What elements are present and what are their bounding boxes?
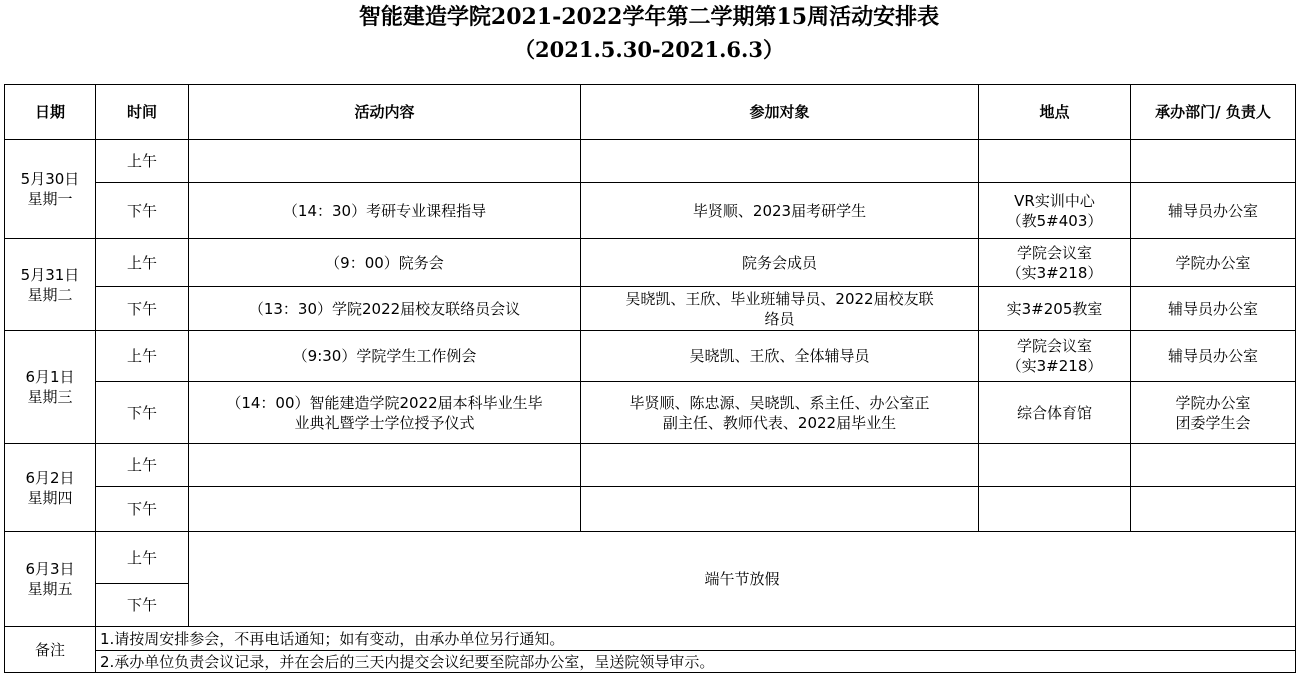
table-row [5, 287, 1296, 331]
content-cell: （13：30）学院2022届校友联络员会议 [189, 287, 581, 331]
table-row [5, 239, 1296, 287]
time-cell: 上午 [96, 444, 189, 487]
location-cell [979, 444, 1131, 487]
participants-cell: 院务会成员 [581, 239, 979, 287]
location-line: （实3#218） [1006, 357, 1103, 375]
date-text: 5月30日 [20, 170, 80, 188]
table-row [5, 487, 1296, 532]
organizer-line: 团委学生会 [1175, 413, 1251, 432]
table-row [5, 140, 1296, 183]
header-organizer: 承办部门/ 负责人 [1131, 85, 1296, 140]
time-cell: 上午 [96, 239, 189, 287]
content-cell: （9:30）学院学生工作例会 [189, 331, 581, 382]
participants-line: 毕贤顺、陈忠源、吴晓凯、系主任、办公室正 [629, 393, 930, 412]
time-cell: 下午 [96, 183, 189, 239]
participants-line: 副主任、教师代表、2022届毕业生 [662, 413, 897, 432]
header-time: 时间 [96, 85, 189, 140]
participants-cell: 吴晓凯、王欣、全体辅导员 [581, 331, 979, 382]
location-cell: 实3#205教室 [979, 287, 1131, 331]
location-cell [979, 140, 1131, 183]
notes-line: 1.请按周安排参会，不再电话通知；如有变动，由承办单位另行通知。 [96, 627, 1296, 651]
participants-cell [581, 140, 979, 183]
participants-line: 吴晓凯、王欣、毕业班辅导员、2022届校友联 [625, 289, 934, 308]
notes-row [5, 651, 1296, 673]
content-cell: （14：30）考研专业课程指导 [189, 183, 581, 239]
content-line: （14：00）智能建造学院2022届本科毕业生毕 [226, 393, 543, 412]
organizer-cell [1131, 444, 1296, 487]
table-row [5, 532, 1296, 584]
organizer-cell [1131, 382, 1296, 444]
weekday-text: 星期四 [27, 488, 73, 507]
participants-cell [581, 382, 979, 444]
participants-cell [581, 444, 979, 487]
table-row [5, 331, 1296, 382]
location-line: （教5#403） [1006, 211, 1103, 230]
notes-label: 备注 [5, 627, 96, 673]
date-cell [5, 140, 96, 239]
table-row [5, 382, 1296, 444]
participants-line: 络员 [764, 309, 795, 328]
organizer-cell [1131, 140, 1296, 183]
table-row [5, 183, 1296, 239]
time-cell: 上午 [96, 331, 189, 382]
location-cell [979, 487, 1131, 532]
date-text: 6月1日 [25, 368, 75, 386]
location-line: （实3#218） [1006, 263, 1103, 282]
content-line: 业典礼暨学士学位授予仪式 [294, 413, 475, 432]
participants-cell: 毕贤顺、2023届考研学生 [581, 183, 979, 239]
content-cell [189, 487, 581, 532]
organizer-cell [1131, 487, 1296, 532]
table-row [5, 444, 1296, 487]
header-date: 日期 [5, 85, 96, 140]
date-cell [5, 532, 96, 627]
location-line: VR实训中心 [1014, 191, 1095, 210]
date-text: 5月31日 [20, 265, 80, 284]
time-cell: 下午 [96, 382, 189, 444]
content-cell [189, 382, 581, 444]
weekday-text: 星期二 [27, 285, 73, 304]
header-participants: 参加对象 [581, 85, 979, 140]
time-cell: 下午 [96, 487, 189, 532]
location-cell [979, 331, 1131, 382]
date-cell [5, 331, 96, 444]
date-cell [5, 239, 96, 331]
notes-row [5, 627, 1296, 651]
holiday-cell: 端午节放假 [189, 532, 1296, 627]
header-row [5, 85, 1296, 140]
participants-cell [581, 487, 979, 532]
content-cell: （9：00）院务会 [189, 239, 581, 287]
participants-cell [581, 287, 979, 331]
weekday-text: 星期一 [27, 190, 73, 208]
header-content: 活动内容 [189, 85, 581, 140]
location-line: 学院会议室 [1016, 243, 1092, 262]
notes-line: 2.承办单位负责会议记录，并在会后的三天内提交会议纪要至院部办公室，呈送院领导审示。 [96, 651, 1296, 673]
location-cell: 综合体育馆 [979, 382, 1131, 444]
location-cell [979, 183, 1131, 239]
schedule-table [4, 84, 1296, 673]
time-cell: 上午 [96, 532, 189, 584]
location-line: 学院会议室 [1016, 337, 1092, 355]
organizer-cell: 辅导员办公室 [1131, 287, 1296, 331]
time-cell: 下午 [96, 584, 189, 627]
organizer-line: 学院办公室 [1175, 393, 1251, 412]
organizer-cell: 学院办公室 [1131, 239, 1296, 287]
organizer-cell: 辅导员办公室 [1131, 183, 1296, 239]
date-cell [5, 444, 96, 532]
content-cell [189, 444, 581, 487]
page-title: 智能建造学院2021-2022学年第二学期第15周活动安排表 [358, 4, 940, 30]
date-text: 6月2日 [25, 468, 75, 487]
location-cell [979, 239, 1131, 287]
header-location: 地点 [979, 85, 1131, 140]
weekday-text: 星期三 [27, 388, 73, 406]
time-cell: 下午 [96, 287, 189, 331]
date-text: 6月3日 [25, 560, 75, 578]
page-subtitle: （2021.5.30-2021.6.3） [514, 37, 784, 62]
content-cell [189, 140, 581, 183]
organizer-cell: 辅导员办公室 [1131, 331, 1296, 382]
time-cell: 上午 [96, 140, 189, 183]
weekday-text: 星期五 [27, 580, 73, 598]
